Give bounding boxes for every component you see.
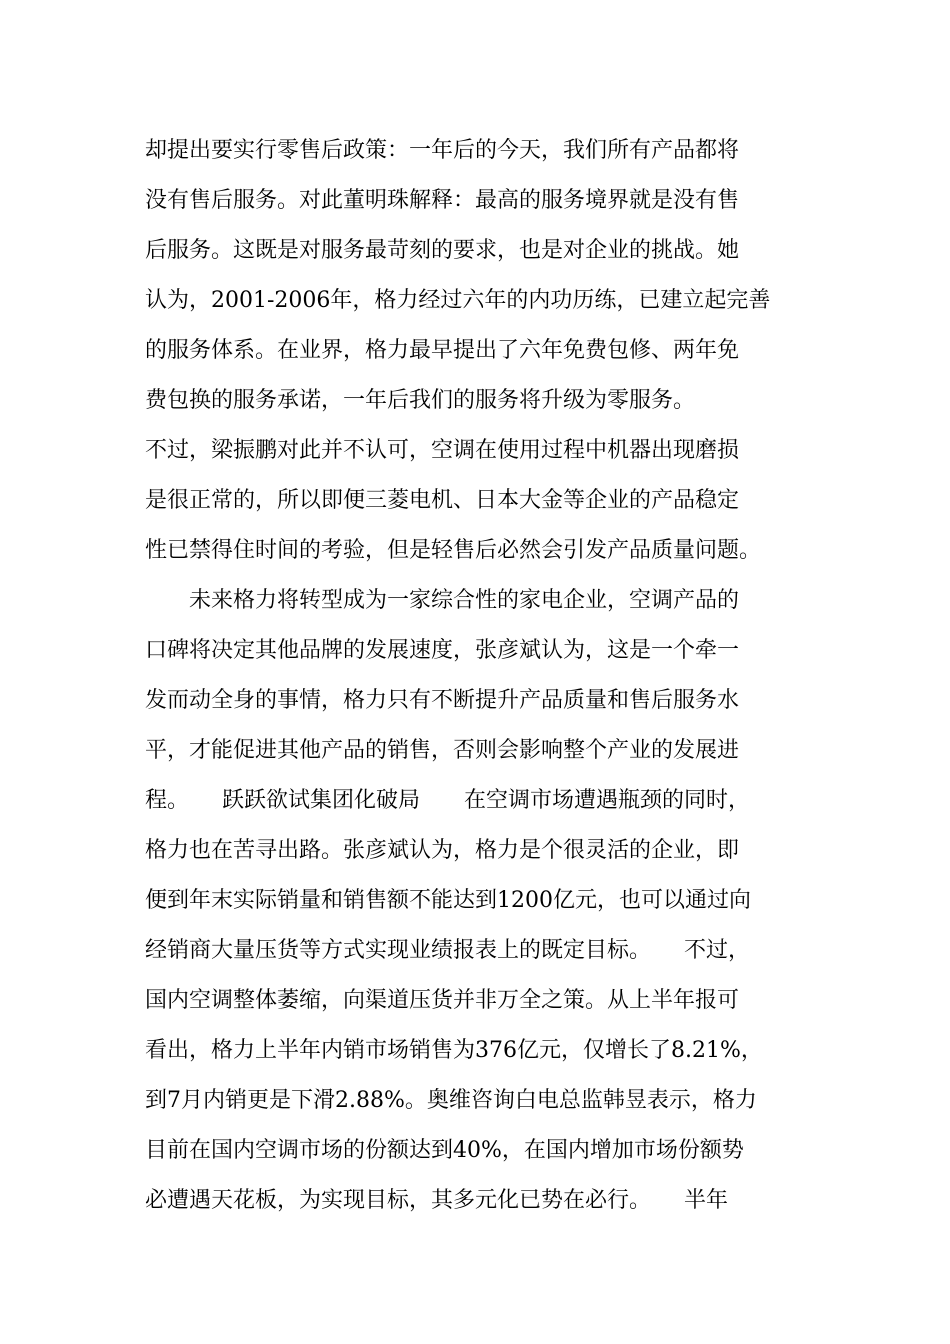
text-line: 到7月内销更是下滑2.88%。奥维咨询白电总监韩昱表示，格力 xyxy=(145,1088,757,1113)
text-line: 却提出要实行零售后政策：一年后的今天，我们所有产品都将 xyxy=(145,138,740,163)
text-line: 必遭遇天花板，为实现目标，其多元化已势在必行。 半年 xyxy=(145,1188,729,1213)
text-line: 口碑将决定其他品牌的发展速度，张彦斌认为，这是一个牵一 xyxy=(145,638,740,663)
text-line: 便到年末实际销量和销售额不能达到1200亿元，也可以通过向 xyxy=(145,888,751,913)
text-line: 性已禁得住时间的考验，但是轻售后必然会引发产品质量问题。 xyxy=(145,538,762,563)
text-line: 经销商大量压货等方式实现业绩报表上的既定目标。 不过， xyxy=(145,938,751,963)
text-line: 看出，格力上半年内销市场销售为376亿元，仅增长了8.21%， xyxy=(145,1038,763,1063)
text-line: 没有售后服务。对此董明珠解释：最高的服务境界就是没有售 xyxy=(145,188,740,213)
text-line: 程。 跃跃欲试集团化破局 在空调市场遭遇瓶颈的同时， xyxy=(145,788,751,813)
body-text xyxy=(145,131,810,1231)
text-line: 发而动全身的事情，格力只有不断提升产品质量和售后服务水 xyxy=(145,688,740,713)
text-line: 费包换的服务承诺，一年后我们的服务将升级为零服务。 xyxy=(145,388,696,413)
text-line: 未来格力将转型成为一家综合性的家电企业，空调产品的 xyxy=(145,588,740,613)
text-line: 国内空调整体萎缩，向渠道压货并非万全之策。从上半年报可 xyxy=(145,988,740,1013)
text-line: 后服务。这既是对服务最苛刻的要求，也是对企业的挑战。她 xyxy=(145,238,740,263)
text-line: 不过，梁振鹏对此并不认可，空调在使用过程中机器出现磨损 xyxy=(145,438,740,463)
text-line: 的服务体系。在业界，格力最早提出了六年免费包修、两年免 xyxy=(145,338,740,363)
text-line: 目前在国内空调市场的份额达到40%，在国内增加市场份额势 xyxy=(145,1138,744,1163)
text-line: 格力也在苦寻出路。张彦斌认为，格力是个很灵活的企业，即 xyxy=(145,838,740,863)
text-line: 是很正常的，所以即便三菱电机、日本大金等企业的产品稳定 xyxy=(145,488,740,513)
text-line: 认为，2001-2006年，格力经过六年的内功历练，已建立起完善 xyxy=(145,288,771,313)
text-line: 平，才能促进其他产品的销售，否则会影响整个产业的发展进 xyxy=(145,738,740,763)
